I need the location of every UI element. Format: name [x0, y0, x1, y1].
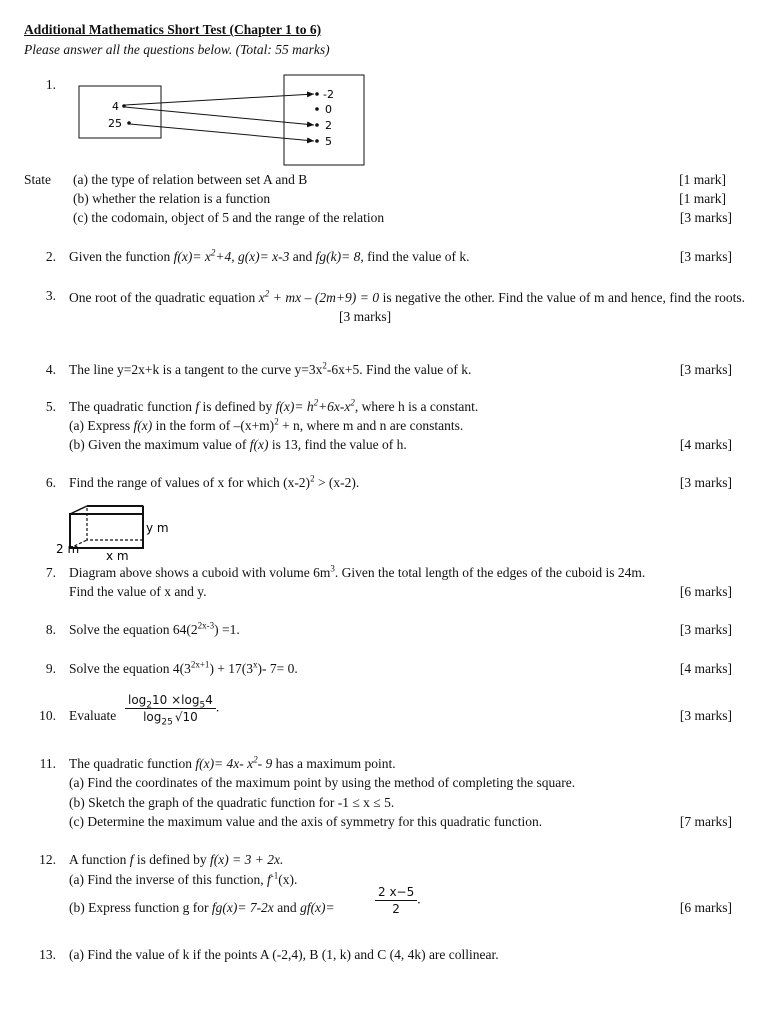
set-a-value-0: 4	[112, 100, 119, 113]
q3-number: 3.	[45, 288, 56, 303]
q2-marks: [3 marks]	[679, 249, 732, 264]
q11-part-c: (c) Determine the maximum value and the axis of symmetry for this quadratic function.	[69, 814, 543, 829]
q3-text: One root of the quadratic equation $x^2$ + mx – (2m+9) = 0 is negative the other. Find the value of m and hence, find the roots. [3 marks]	[69, 288, 745, 324]
q12-number: 12.	[39, 852, 56, 867]
q12-text: A function f is defined by f(x) = 3 + 2x.	[69, 852, 284, 867]
test-instructions: Please answer all the questions below. (Total: 55 marks)	[24, 42, 330, 57]
q11-number: 11.	[39, 756, 56, 771]
cuboid-x-label: x m	[106, 549, 129, 563]
q13-text: (a) Find the value of k if the points A (-2,4), B (1, k) and C (4, 4k) are collinear.	[69, 947, 499, 962]
q2-number: 2.	[45, 249, 56, 264]
q4-text: The line y=2x+k is a tangent to the curve $y=3x^2-6x+5$. Find the value of k.	[69, 360, 472, 377]
q1-part-b: (b) whether the relation is a function	[73, 191, 271, 206]
q12-part-a: (a) Find the inverse of this function, $f^{-1}(x)$.	[69, 870, 298, 887]
cuboid-z-label: 2 m	[56, 542, 80, 556]
q5-text: The quadratic function f is defined by $f(x)= h^2+6x-x^2$, where h is a constant.	[69, 397, 479, 414]
q1-part-a: (a) the type of relation between set A and B	[73, 172, 308, 187]
q5-marks: [4 marks]	[679, 437, 732, 452]
q8-number: 8.	[45, 622, 56, 637]
q7-text: Diagram above shows a cuboid with volume $6m^3$. Given the total length of the edges of the cuboid is 24m.	[69, 563, 646, 580]
q2-text: Given the function $f(x)= x^2+4$, g(x)= x-3 and fg(k)= 8, find the value of k.	[69, 247, 470, 264]
q5-part-a: (a) Express f(x) in the form of $-(x+m)^2 + n$, where m and n are constants.	[69, 416, 464, 433]
q9-text: Solve the equation $4(3^{2x+1}) + 17(3^x)-$ 7= 0.	[69, 659, 298, 676]
q8-marks: [3 marks]	[679, 622, 732, 637]
set-b-value-2: 2	[325, 119, 332, 132]
q12-marks: [6 marks]	[679, 900, 732, 915]
q10-fraction: $\frac{\log_210 \times\log_54}{\log_{25} √10}$ .	[125, 692, 219, 725]
q10-marks: [3 marks]	[679, 708, 732, 723]
set-a-value-1: 25	[108, 117, 122, 130]
q1-number: 1.	[45, 77, 56, 92]
q7-number: 7.	[45, 565, 56, 580]
test-title: Additional Mathematics Short Test (Chapter 1 to 6)	[24, 22, 322, 37]
q8-text: Solve the equation $64(2^{2x-3}) =1$.	[69, 620, 240, 637]
q1-state-label: State	[24, 172, 51, 187]
set-b-value-1: 0	[325, 103, 332, 116]
q1-part-a-marks: [1 mark]	[679, 172, 726, 187]
q10-number: 10.	[39, 708, 56, 723]
q1-part-c: (c) the codomain, object of 5 and the range of the relation	[73, 210, 385, 225]
q7-marks: [6 marks]	[679, 584, 732, 599]
q12-fraction: $\frac{2 x-5}{2}$ .	[375, 884, 421, 917]
q6-number: 6.	[45, 475, 56, 490]
q1-part-b-marks: [1 mark]	[679, 191, 726, 206]
set-b-value-3: 5	[325, 135, 332, 148]
q11-marks: [7 marks]	[679, 814, 732, 829]
q4-number: 4.	[45, 362, 56, 377]
q5-number: 5.	[45, 399, 56, 414]
q6-marks: [3 marks]	[679, 475, 732, 490]
q11-text: The quadratic function f(x)= 4x- $x^2-$ 9 has a maximum point.	[69, 754, 396, 771]
q11-part-a: (a) Find the coordinates of the maximum point by using the method of completing the square.	[69, 775, 576, 790]
q12-part-b: (b) Express function g for fg(x)= 7-2x and gf(x)=	[69, 900, 335, 915]
q13-number: 13.	[39, 947, 56, 962]
q6-text: Find the range of values of x for which $(x-2)^2 > (x-2)$.	[69, 473, 360, 490]
q1-part-c-marks: [3 marks]	[679, 210, 732, 225]
cuboid-y-label: y m	[146, 521, 169, 535]
q9-marks: [4 marks]	[679, 661, 732, 676]
q11-part-b: (b) Sketch the graph of the quadratic function for -1 ≤ x ≤ 5.	[69, 795, 395, 810]
q10-prefix: Evaluate	[69, 708, 117, 723]
q5-part-b: (b) Given the maximum value of f(x) is 13, find the value of h.	[69, 437, 407, 452]
q9-number: 9.	[45, 661, 56, 676]
q7-text-line2: Find the value of x and y.	[69, 584, 207, 599]
set-b-value-0: -2	[323, 88, 334, 101]
q4-marks: [3 marks]	[679, 362, 732, 377]
